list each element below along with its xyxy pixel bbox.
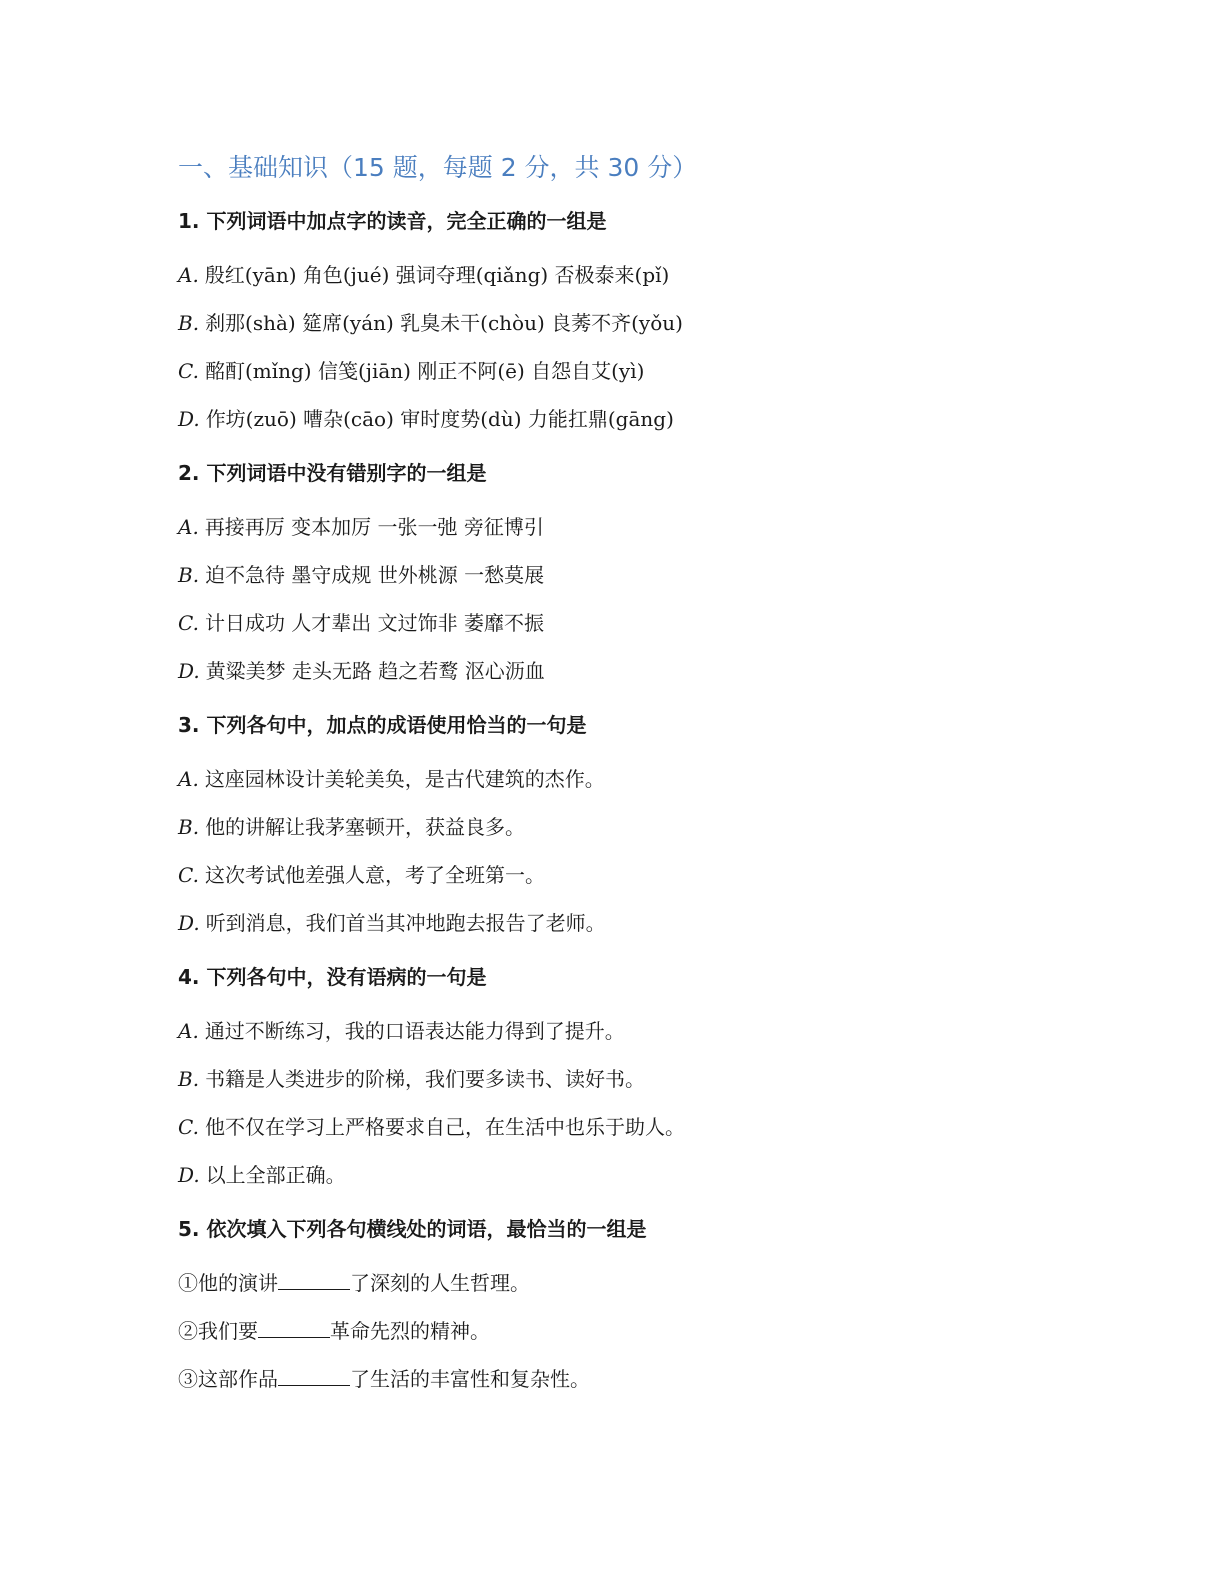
question-title: 2. 下列词语中没有错别字的一组是	[178, 461, 487, 485]
option-a	[178, 1016, 1078, 1046]
option-a	[178, 512, 1078, 542]
option-text: 他不仅在学习上严格要求自己，在生活中也乐于助人。	[204, 1115, 685, 1139]
option-text: 计日成功 人才辈出 文过饰非 萎靡不振	[204, 611, 545, 635]
sentence-before: ②我们要	[178, 1319, 258, 1343]
option-letter: D.	[178, 1163, 200, 1187]
option-letter: B.	[178, 815, 200, 839]
fill-in-sentence	[178, 1316, 1078, 1346]
document-page	[178, 148, 1078, 1412]
option-text: 迫不急待 墨守成规 世外桃源 一愁莫展	[205, 563, 545, 587]
question-title: 4. 下列各句中，没有语病的一句是	[178, 965, 487, 989]
option-letter: D.	[178, 407, 200, 431]
option-text: 再接再厉 变本加厉 一张一弛 旁征博引	[204, 515, 544, 539]
option-text: 他的讲解让我茅塞顿开，获益良多。	[205, 815, 526, 839]
option-text: 通过不断练习，我的口语表达能力得到了提升。	[204, 1019, 625, 1043]
option-letter: C.	[178, 863, 199, 887]
option-text: 殷红(yān) 角色(jué) 强词夺理(qiǎng) 否极泰来(pǐ)	[204, 263, 670, 287]
fill-in-sentence	[178, 1268, 1078, 1298]
option-c	[178, 1112, 1078, 1142]
section-heading: 一、基础知识（15 题，每题 2 分，共 30 分）	[178, 153, 698, 182]
option-text: 刹那(shà) 筵席(yán) 乳臭未干(chòu) 良莠不齐(yǒu)	[205, 311, 683, 335]
option-text: 作坊(zuō) 嘈杂(cāo) 审时度势(dù) 力能扛鼎(gāng)	[205, 407, 674, 431]
option-text: 这次考试他差强人意，考了全班第一。	[204, 863, 545, 887]
option-letter: B.	[178, 1067, 200, 1091]
option-b	[178, 812, 1078, 842]
fill-in-sentence	[178, 1364, 1078, 1394]
option-a	[178, 260, 1078, 290]
option-text: 以上全部正确。	[205, 1163, 346, 1187]
question-title: 1. 下列词语中加点字的读音，完全正确的一组是	[178, 209, 607, 233]
option-text: 酩酊(mǐng) 信笺(jiān) 刚正不阿(ē) 自怨自艾(yì)	[204, 359, 645, 383]
sentence-before: ③这部作品	[178, 1367, 278, 1391]
option-letter: A.	[178, 767, 199, 791]
sentence-before: ①他的演讲	[178, 1271, 278, 1295]
option-letter: B.	[178, 311, 200, 335]
sentence-after: 了生活的丰富性和复杂性。	[350, 1367, 590, 1391]
question-title: 3. 下列各句中，加点的成语使用恰当的一句是	[178, 713, 587, 737]
option-letter: C.	[178, 359, 199, 383]
option-text: 书籍是人类进步的阶梯，我们要多读书、读好书。	[205, 1067, 646, 1091]
option-b	[178, 308, 1078, 338]
option-letter: C.	[178, 611, 199, 635]
option-d	[178, 908, 1078, 938]
option-d	[178, 656, 1078, 686]
option-text: 黄粱美梦 走头无路 趋之若鹜 沤心沥血	[205, 659, 545, 683]
sentence-after: 革命先烈的精神。	[330, 1319, 490, 1343]
blank-line	[278, 1365, 350, 1386]
option-a	[178, 764, 1078, 794]
option-text: 听到消息，我们首当其冲地跑去报告了老师。	[205, 911, 606, 935]
sentence-after: 了深刻的人生哲理。	[350, 1271, 530, 1295]
option-letter: A.	[178, 263, 199, 287]
blank-line	[258, 1317, 330, 1338]
option-c	[178, 356, 1078, 386]
option-letter: A.	[178, 1019, 199, 1043]
question-title: 5. 依次填入下列各句横线处的词语，最恰当的一组是	[178, 1217, 647, 1241]
option-b	[178, 560, 1078, 590]
blank-line	[278, 1269, 350, 1290]
option-d	[178, 1160, 1078, 1190]
option-d	[178, 404, 1078, 434]
option-letter: D.	[178, 911, 200, 935]
option-b	[178, 1064, 1078, 1094]
option-text: 这座园林设计美轮美奂，是古代建筑的杰作。	[204, 767, 605, 791]
option-letter: A.	[178, 515, 199, 539]
option-letter: C.	[178, 1115, 199, 1139]
option-letter: B.	[178, 563, 200, 587]
option-c	[178, 608, 1078, 638]
option-letter: D.	[178, 659, 200, 683]
option-c	[178, 860, 1078, 890]
